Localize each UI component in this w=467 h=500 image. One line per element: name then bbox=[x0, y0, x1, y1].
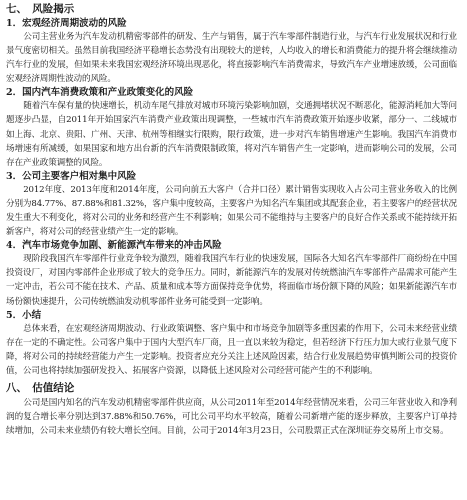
risk-paragraph: 随着汽车保有量的快速增长，机动车尾气排放对城市环境污染影响加剧，交通拥堵状况不断恶化，能源消耗加大等问题逐步凸显，自2011年开始国家汽车消费产业政策出现调整，一些城市汽车消费政策开始逐步收紧，部分一、二线城市如上海、北京、贵阳、广州、天津、杭州等相继实行限购，限行政策，进一步对汽车销售增速产生影响。我国汽车消费市场增速有所减缓，如果国家和地方出台新的汽车消费限制政策，将对汽车销售产生一定影响，进而影响公司的发展，公司存在产业政策调整的风险。 bbox=[6, 101, 457, 168]
risk-paragraph: 2012年度、2013年度和2014年度，公司向前五大客户（合并口径）累计销售实现收入占公司主营业务收入的比例分别为84.77%、87.88%和81.32%，客户集中度较高，主要客户为知名汽车集团或其配套企业，若主要客户的经营状况发生重大不利变化，将对公司的业务和经营产生不利影响；如果公司不能维持与主要客户的良好合作关系或不能持续开拓新客户，将对公司的经营业绩产生一定的影响。 bbox=[6, 184, 457, 238]
risk-title: 3．公司主要客户相对集中风险 bbox=[6, 170, 137, 182]
risk-paragraph: 现阶段我国汽车零部件行业竞争较为激烈，随着我国汽车行业的快速发展，国际各大知名汽车零部件厂商纷纷在中国投资设厂，对国内零部件企业形成了较大的竞争压力。同时，新能源汽车的发展对传统燃油汽车零部件产品需求可能产生一定冲击，若公司不能在技术、产品、质量和成本等方面保持竞争优势，将面临市场份额下降的风险；如果新能源汽车市场份额快速提升，公司传统燃油发动机零部件业务可能受到一定影响。 bbox=[6, 254, 457, 307]
risk-section-3 bbox=[6, 170, 457, 239]
risk-title: 4．汽车市场竞争加剧、新能源汽车带来的冲击风险 bbox=[6, 240, 222, 252]
risk-title: 5．小结 bbox=[6, 309, 42, 321]
risk-section-1 bbox=[6, 17, 457, 86]
risk-paragraph: 公司主营业务为汽车发动机精密零部件的研发、生产与销售，属于汽车零部件制造行业，与汽车行业发展状况和行业景气度密切相关。虽然目前我国经济平稳增长态势没有出现较大的逆转，人均收入的增长和消费能力的提升将会继续推动汽车行业的发展，但如果未来我国宏观经济环境出现恶化，将直接影响汽车消费需求，导致汽车产业增速放缓，公司面临宏观经济周期性波动的风险。 bbox=[6, 32, 457, 85]
section-heading-valuation: 八、 估值结论 bbox=[6, 381, 75, 394]
risk-section-5 bbox=[6, 309, 457, 378]
risk-title: 1．宏观经济周期波动的风险 bbox=[6, 18, 127, 29]
risk-section-2 bbox=[6, 86, 457, 169]
risk-section-4 bbox=[6, 239, 457, 308]
risk-paragraph: 总体来看，在宏观经济周期波动、行业政策调整、客户集中和市场竞争加剧等多重因素的作用下，公司未来经营业绩存在一定的不确定性。公司客户集中于国内大型汽车厂商，且一直以来较为稳定，但若经济下行压力加大或行业景气度下降，将对公司的持续经营能力产生一定影响。投资者应充分关注上述风险因素，结合行业发展趋势审慎判断公司的投资价值，公司也将持续加强研发投入、拓展客户资源，以降低上述风险对公司经营可能产生的不利影响。 bbox=[6, 323, 457, 376]
valuation-paragraph: 公司是国内知名的汽车发动机精密零部件供应商，从公司2011年至2014年经营情况来看，公司三年营业收入和净利润的复合增长率分别达到37.88%和50.76%，可比公司平均水平较高，随着公司新增产能的逐步释放，主要客户订单持续增加，公司未来业绩仍有较大增长空间。目前，公司于2014年3月23日，公司股票正式在深圳证券交易所上市交易。 bbox=[6, 397, 457, 437]
section-heading-risk: 七、 风险揭示 bbox=[6, 3, 75, 15]
risk-title: 2．国内汽车消费政策和产业政策变化的风险 bbox=[6, 87, 194, 99]
